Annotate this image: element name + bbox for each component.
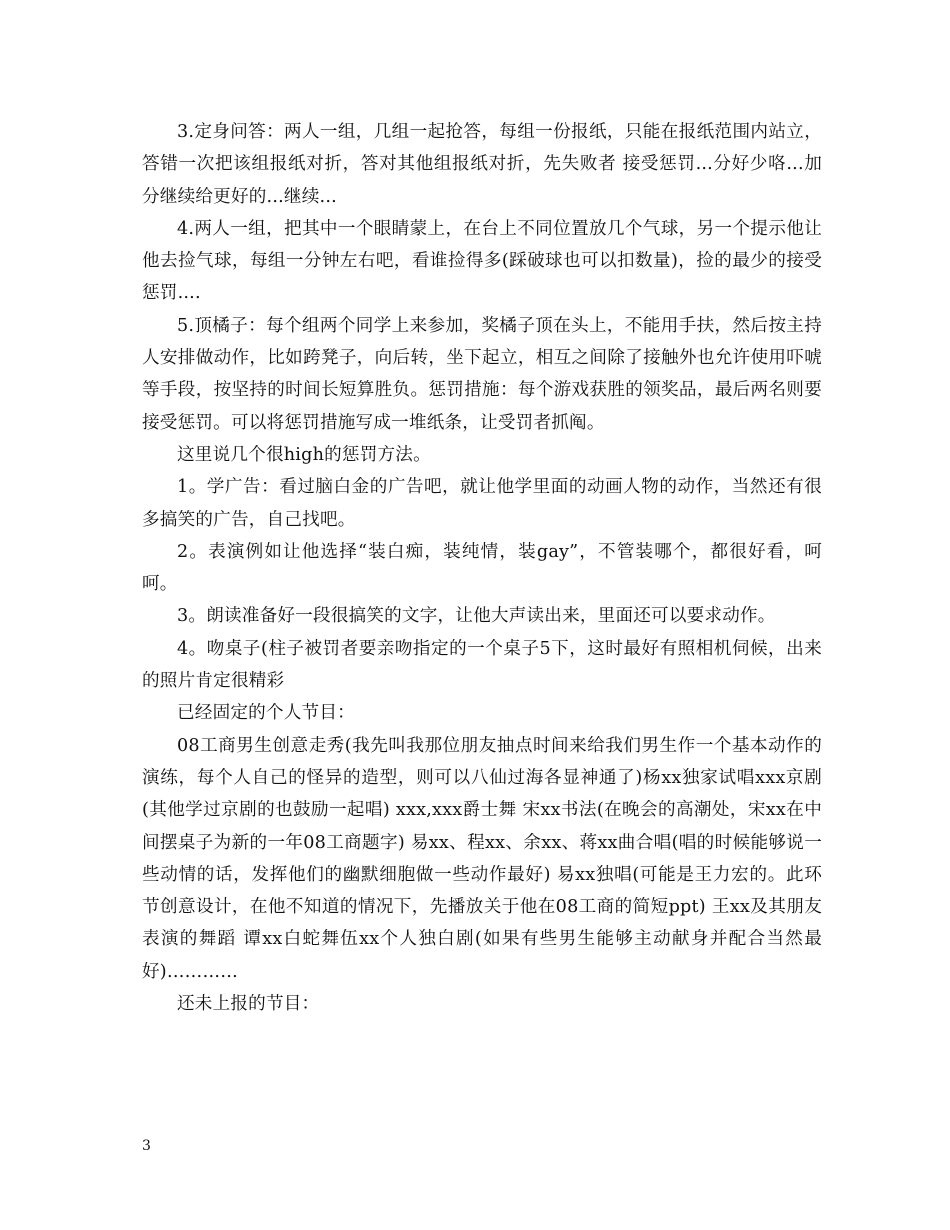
paragraph-punishment-3: 3。朗读准备好一段很搞笑的文字，让他大声读出来，里面还可以要求动作。 [177,606,776,627]
paragraph-punishment-4: 4。吻桌子(柱子被罚者要亲吻指定的一个桌子5下，这时最好有照相机伺候，出来的照片肯定很精彩 [142,638,822,692]
document-body [142,116,822,1020]
paragraph-pending-programs-heading: 还未上报的节目： [177,994,320,1015]
paragraph-game-5: 5.顶橘子：每个组两个同学上来参加，奖橘子顶在头上，不能用手扶，然后按主持人安排做动作，比如跨凳子，向后转，坐下起立，相互之间除了接触外也允许使用吓唬等手段，按坚持的时间长短算胜负。惩罚措施：每个游戏获胜的领奖品，最后两名则要接受惩罚。可以将惩罚措施写成一堆纸条，让受罚者抓阄。 [142,315,822,433]
paragraph-game-4: 4.两人一组，把其中一个眼睛蒙上，在台上不同位置放几个气球，另一个提示他让他去捡气球，每组一分钟左右吧，看谁捡得多(踩破球也可以扣数量)，捡的最少的接受惩罚.... [142,218,822,304]
paragraph-punishment-1: 1。学广告：看过脑白金的广告吧，就让他学里面的动画人物的动作，当然还有很多搞笑的广告，自己找吧。 [142,477,822,530]
page-number: 3 [142,1138,151,1154]
paragraph-fixed-programs-heading: 已经固定的个人节目： [177,703,355,724]
paragraph-fixed-programs-list: 08工商男生创意走秀(我先叫我那位朋友抽点时间来给我们男生作一个基本动作的演练，每个人自己的怪异的造型，则可以八仙过海各显神通了)杨xx独家试唱xxx京剧(其他学过京剧的也鼓励一起唱) xxx,xxx爵士舞 宋xx书法(在晚会的高潮处，宋xx在中间摆桌子为新的一年08工商题字) 易xx、程xx、余xx、蒋xx曲合唱(唱的时候能够说一些动情的话，发挥他们的幽默细胞做一些动作最好) 易xx独唱(可能是王力宏的。此环节创意设计，在他不知道的情况下，先播放关于他在08工商的简短ppt) 王xx及其朋友表演的舞蹈 谭xx白蛇舞伍xx个人独白剧(如果有些男生能够主动献身并配合当然最好)………… [142,735,822,982]
paragraph-punishment-2: 2。表演例如让他选择“装白痴，装纯情，装gay”，不管装哪个，都很好看，呵呵。 [142,541,822,595]
paragraph-punishment-intro: 这里说几个很high的惩罚方法。 [177,444,431,465]
paragraph-game-3: 3.定身问答：两人一组，几组一起抢答，每组一份报纸，只能在报纸范围内站立，答错一次把该组报纸对折，答对其他组报纸对折，先失败者 接受惩罚...分好少咯...加分继续给更好的...继续... [142,122,822,207]
